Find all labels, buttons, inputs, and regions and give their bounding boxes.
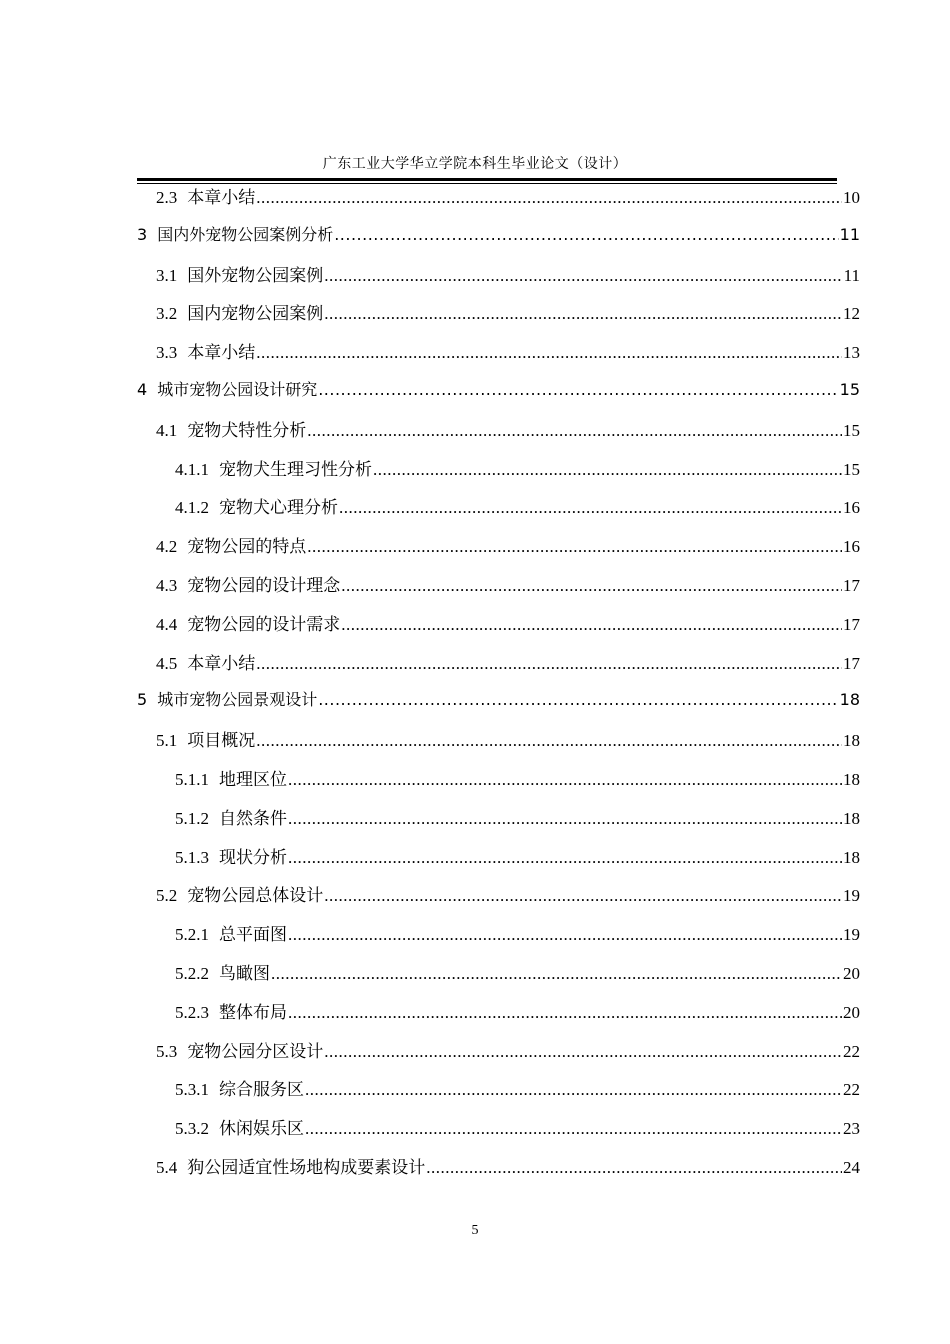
toc-entry[interactable] [156, 610, 860, 636]
toc-entry[interactable] [156, 261, 860, 287]
toc-entry-page: 11 [843, 265, 860, 285]
toc-entry[interactable] [156, 1153, 860, 1179]
toc-entry-label [175, 843, 287, 868]
toc-entry-label [156, 1153, 425, 1178]
toc-entry-title: 宠物公园分区设计 [187, 1041, 324, 1061]
toc-entry-title: 宠物犬心理分析 [219, 498, 338, 518]
toc-entry[interactable] [156, 881, 860, 907]
toc-entry[interactable] [175, 1075, 860, 1101]
toc-entry-page: 18 [839, 690, 860, 710]
toc-entry-title: 总平面图 [219, 925, 287, 945]
toc-entry-title: 宠物公园的设计理念 [187, 576, 341, 595]
toc-dot-leader [324, 304, 842, 324]
toc-dot-leader [256, 188, 842, 208]
toc-entry-number: 3.3 [156, 343, 178, 363]
toc-entry[interactable] [175, 455, 860, 481]
toc-entry[interactable] [175, 804, 860, 830]
toc-entry-number: 5.1.1 [175, 770, 209, 789]
toc-dot-leader [256, 654, 842, 674]
toc-entry[interactable] [175, 493, 860, 519]
toc-dot-leader [288, 848, 842, 868]
toc-entry-number: 5.3 [156, 1041, 178, 1061]
toc-entry-page: 22 [843, 1080, 860, 1100]
toc-entry-label [175, 920, 287, 945]
toc-entry[interactable] [137, 687, 860, 713]
toc-entry-title: 地理区位 [219, 770, 287, 789]
toc-entry[interactable] [156, 299, 860, 325]
toc-entry-page: 15 [843, 420, 860, 440]
toc-entry-title: 鸟瞰图 [219, 964, 270, 983]
toc-entry[interactable] [156, 649, 860, 675]
toc-entry-label [175, 765, 287, 790]
toc-entry-label [156, 1037, 323, 1062]
toc-entry-page: 15 [839, 380, 860, 399]
toc-entry-title: 宠物犬特性分析 [187, 420, 307, 440]
toc-entry-title: 城市宠物公园设计研究 [157, 380, 318, 399]
toc-entry-page: 18 [843, 847, 860, 867]
toc-entry-number: 5.1.3 [175, 847, 209, 867]
page-header: 广东工业大学华立学院本科生毕业论文（设计） [322, 157, 628, 172]
toc-entry[interactable] [175, 843, 860, 869]
toc-entry-title: 休闲娱乐区 [219, 1119, 304, 1139]
toc-entry-title: 国内宠物公园案例 [187, 304, 324, 324]
toc-dot-leader [307, 537, 842, 557]
header-rule-thick [137, 178, 837, 181]
toc-entry-number: 4.5 [156, 653, 178, 673]
toc-entry-number: 3.1 [156, 265, 178, 285]
toc-entry-title: 国内外宠物公园案例分析 [157, 224, 334, 244]
toc-entry-label [156, 881, 323, 906]
toc-entry-label [156, 183, 255, 208]
toc-entry-label [156, 261, 323, 286]
toc-entry-title: 项目概况 [187, 731, 256, 751]
toc-entry-page: 17 [843, 653, 860, 673]
toc-entry-label [175, 1114, 304, 1139]
toc-entry-page: 20 [843, 1002, 860, 1022]
toc-entry[interactable] [156, 183, 860, 209]
toc-entry-number: 5.3.2 [175, 1119, 209, 1139]
toc-entry-page: 17 [843, 614, 860, 634]
toc-entry-number: 5.2.3 [175, 1002, 209, 1022]
toc-entry-number: 5.2.2 [175, 964, 209, 983]
toc-dot-leader [373, 460, 842, 480]
toc-entry-title: 宠物公园的特点 [187, 537, 307, 557]
toc-entry-page: 18 [843, 808, 860, 828]
toc-entry-page: 18 [843, 770, 860, 789]
toc-entry-page: 16 [843, 498, 860, 518]
toc-entry-title: 宠物犬生理习性分析 [219, 459, 372, 479]
toc-entry-page: 19 [843, 925, 860, 945]
toc-dot-leader [307, 421, 842, 441]
toc-entry[interactable] [156, 338, 860, 364]
toc-entry-page: 17 [843, 576, 860, 595]
toc-entry-page: 23 [843, 1119, 860, 1139]
toc-entry-number: 5 [137, 690, 148, 710]
toc-dot-leader [318, 380, 838, 399]
toc-entry-title: 自然条件 [219, 808, 287, 828]
toc-entry-number: 4.4 [156, 614, 178, 634]
toc-entry-label [137, 687, 317, 710]
toc-entry-page: 19 [843, 886, 860, 906]
toc-entry-number: 4.3 [156, 576, 178, 595]
toc-entry-title: 整体布局 [219, 1002, 287, 1022]
toc-dot-leader [341, 576, 842, 596]
toc-entry-label [156, 532, 306, 557]
toc-dot-leader [318, 690, 838, 709]
toc-entry-title: 城市宠物公园景观设计 [157, 690, 318, 710]
page-number: 5 [471, 1223, 479, 1238]
toc-entry-title: 本章小结 [187, 343, 256, 363]
toc-dot-leader [271, 964, 842, 984]
toc-entry-number: 5.2.1 [175, 925, 209, 945]
toc-entry-title: 国外宠物公园案例 [187, 265, 324, 285]
toc-entry-number: 5.3.1 [175, 1080, 209, 1100]
toc-dot-leader [288, 809, 842, 829]
toc-entry-title: 本章小结 [187, 653, 256, 673]
toc-entry-number: 3.2 [156, 304, 178, 324]
toc-entry-number: 5.4 [156, 1158, 178, 1177]
toc-entry[interactable] [175, 959, 860, 985]
toc-entry-page: 22 [843, 1041, 860, 1061]
toc-entry-title: 狗公园适宜性场地构成要素设计 [187, 1158, 426, 1177]
toc-entry-title: 本章小结 [187, 188, 256, 207]
toc-entry-page: 24 [843, 1158, 860, 1177]
toc-entry[interactable] [156, 416, 860, 442]
toc-entry-label [156, 649, 255, 674]
toc-entry-label [175, 998, 287, 1023]
toc-dot-leader [426, 1158, 842, 1178]
toc-entry-title: 综合服务区 [219, 1080, 304, 1100]
toc-dot-leader [288, 1003, 842, 1023]
toc-dot-leader [334, 225, 838, 244]
toc-entry[interactable] [175, 765, 860, 791]
toc-entry-number: 4 [137, 380, 148, 399]
toc-entry-number: 4.2 [156, 537, 178, 557]
toc-dot-leader [256, 731, 842, 751]
toc-entry-page: 13 [843, 343, 860, 363]
toc-entry-label [156, 726, 255, 751]
toc-entry-label [156, 299, 323, 324]
toc-entry-label [175, 455, 372, 480]
toc-entry-label [156, 571, 340, 596]
toc-entry-title: 宠物公园总体设计 [187, 886, 324, 906]
toc-entry-number: 5.1.2 [175, 808, 209, 828]
toc-entry[interactable] [156, 571, 860, 597]
toc-entry-label [156, 610, 340, 635]
toc-entry-title: 宠物公园的设计需求 [187, 614, 341, 634]
toc-dot-leader [339, 498, 842, 518]
toc-entry-number: 4.1.2 [175, 498, 209, 518]
toc-dot-leader [324, 886, 842, 906]
toc-entry-label [175, 804, 287, 829]
toc-entry[interactable] [156, 726, 860, 752]
toc-dot-leader [256, 343, 842, 363]
toc-entry-number: 5.1 [156, 731, 178, 751]
toc-entry-page: 15 [843, 459, 860, 479]
toc-entry-number: 5.2 [156, 886, 178, 906]
toc-dot-leader [305, 1080, 842, 1100]
toc-entry-label [175, 959, 270, 984]
toc-dot-leader [288, 925, 842, 945]
toc-entry-label [156, 416, 306, 441]
toc-entry-page: 10 [843, 188, 860, 207]
toc-entry-page: 16 [843, 537, 860, 557]
toc-dot-leader [324, 266, 842, 286]
toc-entry-title: 现状分析 [219, 847, 287, 867]
toc-entry-number: 4.1 [156, 420, 178, 440]
toc-entry-label [175, 493, 338, 518]
toc-entry-label [156, 338, 255, 363]
toc-dot-leader [324, 1042, 842, 1062]
toc-entry[interactable] [175, 1114, 860, 1140]
toc-entry[interactable] [175, 998, 860, 1024]
toc-dot-leader [341, 615, 842, 635]
toc-dot-leader [305, 1119, 842, 1139]
toc-entry[interactable] [137, 377, 860, 403]
toc-entry[interactable] [156, 1037, 860, 1063]
toc-entry-page: 12 [843, 304, 860, 324]
toc-entry-label [175, 1075, 304, 1100]
toc-dot-leader [288, 770, 842, 790]
toc-entry-page: 20 [843, 964, 860, 983]
toc-entry-number: 3 [137, 224, 148, 244]
toc-entry-label [137, 222, 333, 245]
toc-entry[interactable] [137, 222, 860, 248]
toc-entry-page: 18 [843, 731, 860, 751]
toc-entry-label [137, 377, 317, 400]
toc-entry[interactable] [175, 920, 860, 946]
toc-entry-number: 2.3 [156, 188, 178, 207]
toc-entry[interactable] [156, 532, 860, 558]
toc-entry-number: 4.1.1 [175, 459, 209, 479]
toc-entry-page: 11 [839, 224, 860, 244]
